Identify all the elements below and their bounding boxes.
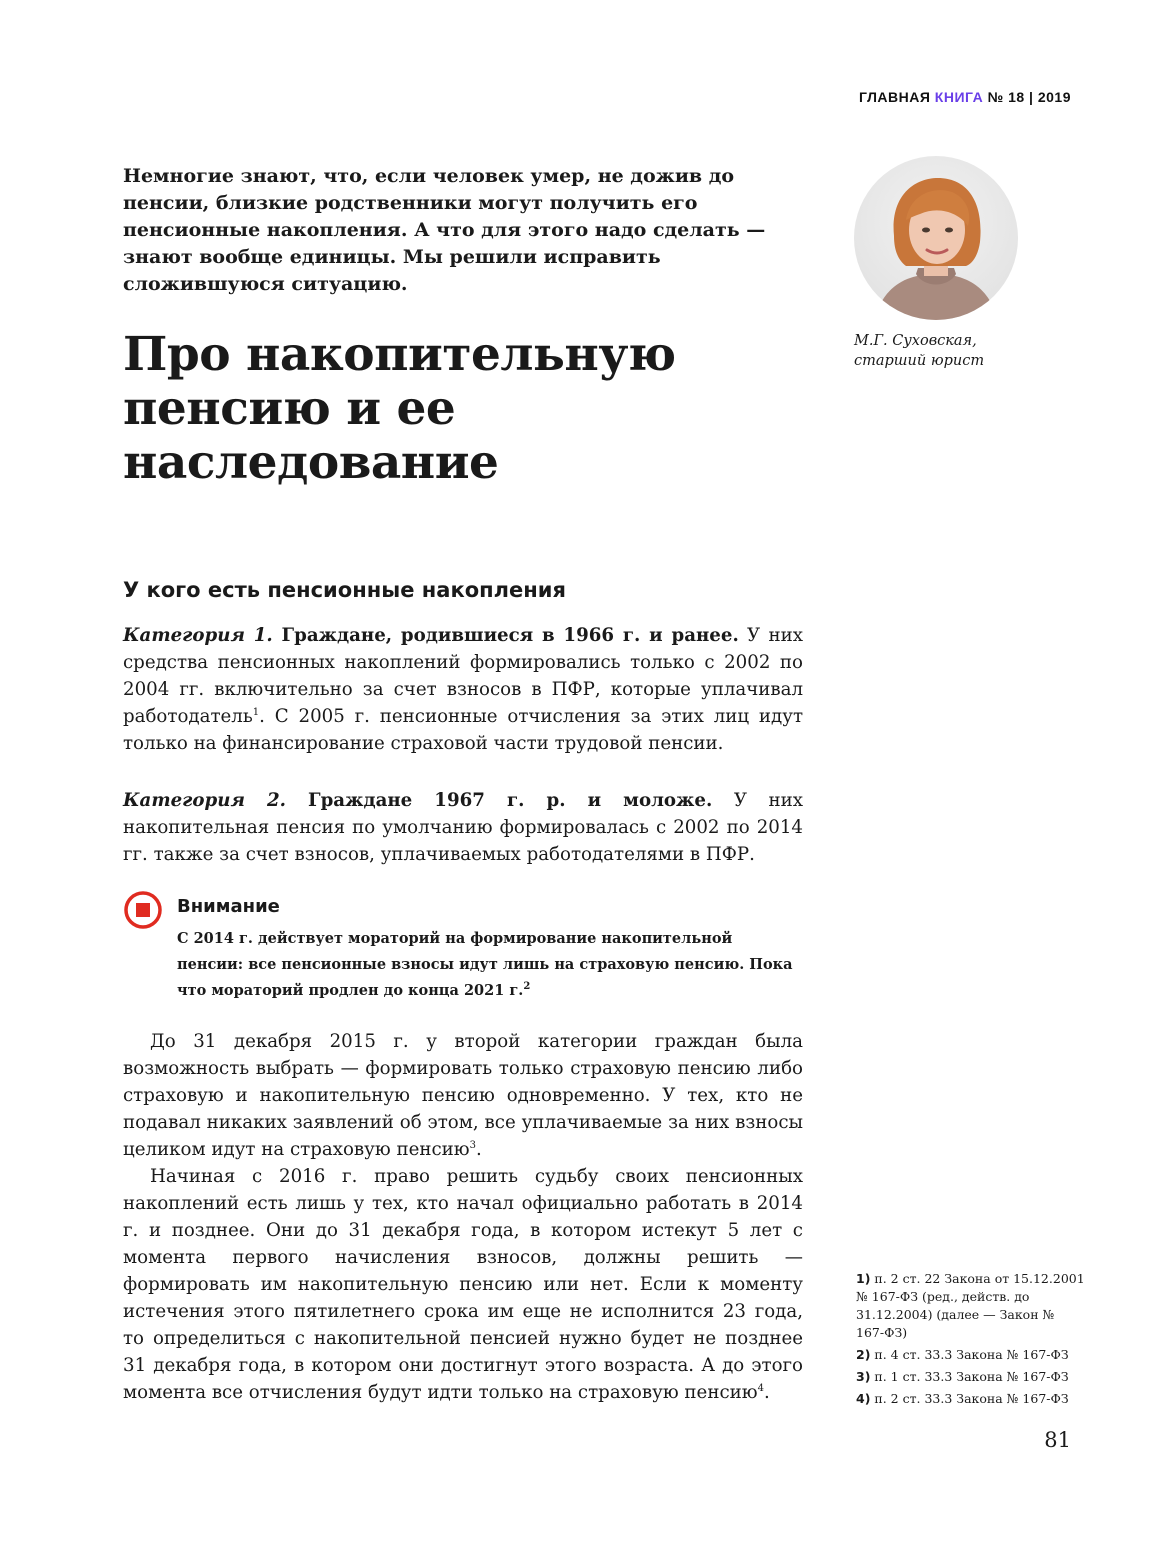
footnote-ref-2: 2 <box>523 981 531 993</box>
footnotes <box>856 1270 1086 1412</box>
footnote-ref-3: 3 <box>469 1139 477 1151</box>
footnote-1: 1) п. 2 ст. 22 Закона от 15.12.2001 № 167-ФЗ (ред., действ. до 31.12.2004) (далее — Закон № 167-ФЗ) <box>856 1271 1085 1340</box>
section-heading: У кого есть пенсионные накопления <box>123 578 566 602</box>
category-1-paragraph <box>123 622 803 757</box>
footnote-3: 3) п. 1 ст. 33.3 Закона № 167-ФЗ <box>856 1369 1069 1384</box>
attention-text: С 2014 г. действует мораторий на формирование накопительной пенсии: все пенсионные взносы идут лишь на страховую пенсию. Пока что мораторий продлен до конца 2021 г. <box>177 930 793 999</box>
author-portrait-icon <box>854 156 1018 320</box>
category-1-strong: Граждане, родившиеся в 1966 г. и ранее. <box>272 625 739 646</box>
footnote-2: 2) п. 4 ст. 33.3 Закона № 167-ФЗ <box>856 1347 1069 1362</box>
category-1-text-a: У них средства пенсионных накоплений формировались только с 2002 по 2004 гг. включительно за счет взносов в ПФР, которые уплачивал работодатель <box>123 625 803 727</box>
footnote-ref-1: 1 <box>252 706 260 718</box>
attention-title: Внимание <box>177 896 280 917</box>
footnote-ref-4: 4 <box>757 1382 764 1394</box>
magazine-header <box>859 89 1071 105</box>
stop-icon <box>123 890 163 930</box>
paragraph-3-text: До 31 декабря 2015 г. у второй категории граждан была возможность выбрать — формировать только страховую пенсию либо страховую и накопительную пенсию одновременно. У тех, кто не подавал никаких заявлений об этом, все уплачиваемые за них взносы целиком идут на страховую пенсию <box>123 1031 803 1160</box>
author-position: старший юрист <box>854 353 985 369</box>
brand-main: ГЛАВНАЯ <box>858 89 931 105</box>
category-2-text: У них накопительная пенсия по умолчанию формировалась с 2002 по 2014 гг. также за счет взносов, уплачиваемых работодателями в ПФР. <box>123 790 803 865</box>
author-caption <box>854 331 984 371</box>
author-photo <box>854 156 1018 320</box>
attention-body <box>177 926 797 1004</box>
lead-paragraph: Немногие знают, что, если человек умер, не дожив до пенсии, близкие родственники могут получить его пенсионные накопления. А что для этого надо сделать — знают вообще единицы. Мы решили исправить сложившуюся ситуацию. <box>123 165 766 295</box>
paragraph-4: Начиная с 2016 г. право решить судьбу своих пенсионных накоплений есть лишь у тех, кто начал официально работать в 2014 г. и позднее. Они до 31 декабря года, в котором истекут 5 лет с момента первого начисления взносов, должны решить — формировать им накопительную пенсию или нет. Если к моменту истечения этого пятилетнего срока им еще не исполнится 23 года, то определиться с накопительной пенсией нужно будет не позднее 31 декабря года, в котором они достигнут этого возраста. А до этого момента все отчисления будут идти только на страховую пенсию$^4$. <box>123 1166 803 1403</box>
paragraph-3: До 31 декабря 2015 г. у второй категории граждан была возможность выбрать — формировать только страховую пенсию либо страховую и накопительную пенсию одновременно. У тех, кто не подавал никаких заявлений об этом, все уплачиваемые за них взносы целиком идут на страховую пенсию$^3$. <box>123 1031 803 1160</box>
category-2-label: Категория 2. <box>123 790 286 811</box>
category-2-strong: Граждане 1967 г. р. и моложе. <box>285 790 713 811</box>
author-name: М.Г. Суховская, <box>854 333 977 349</box>
article-title: Про накопительную пенсию и ее наследование <box>123 327 676 490</box>
paragraph-4-text: Начиная с 2016 г. право решить судьбу своих пенсионных накоплений есть лишь у тех, кто начал официально работать в 2014 г. и позднее. Они до 31 декабря года, в котором истекут 5 лет с момента первого начисления взносов, должны решить — формировать им накопительную пенсию или нет. Если к моменту истечения этого пятилетнего срока им еще не исполнится 23 года, то определиться с накопительной пенсией нужно будет не позднее 31 декабря года, в котором они достигнут этого возраста. А до этого момента все отчисления будут идти только на страховую пенсию <box>123 1166 803 1403</box>
category-2-paragraph <box>123 787 803 868</box>
footnote-4: 4) п. 2 ст. 33.3 Закона № 167-ФЗ <box>856 1391 1069 1406</box>
category-1-text-b: . С 2005 г. пенсионные отчисления за этих лиц идут только на финансирование страховой части трудовой пенсии. <box>123 706 803 754</box>
category-1-label: Категория 1. <box>123 625 273 646</box>
page-number: 81 <box>1044 1428 1071 1452</box>
issue-number: № 18 | 2019 <box>987 89 1071 105</box>
brand-accent: КНИГА <box>934 89 984 105</box>
